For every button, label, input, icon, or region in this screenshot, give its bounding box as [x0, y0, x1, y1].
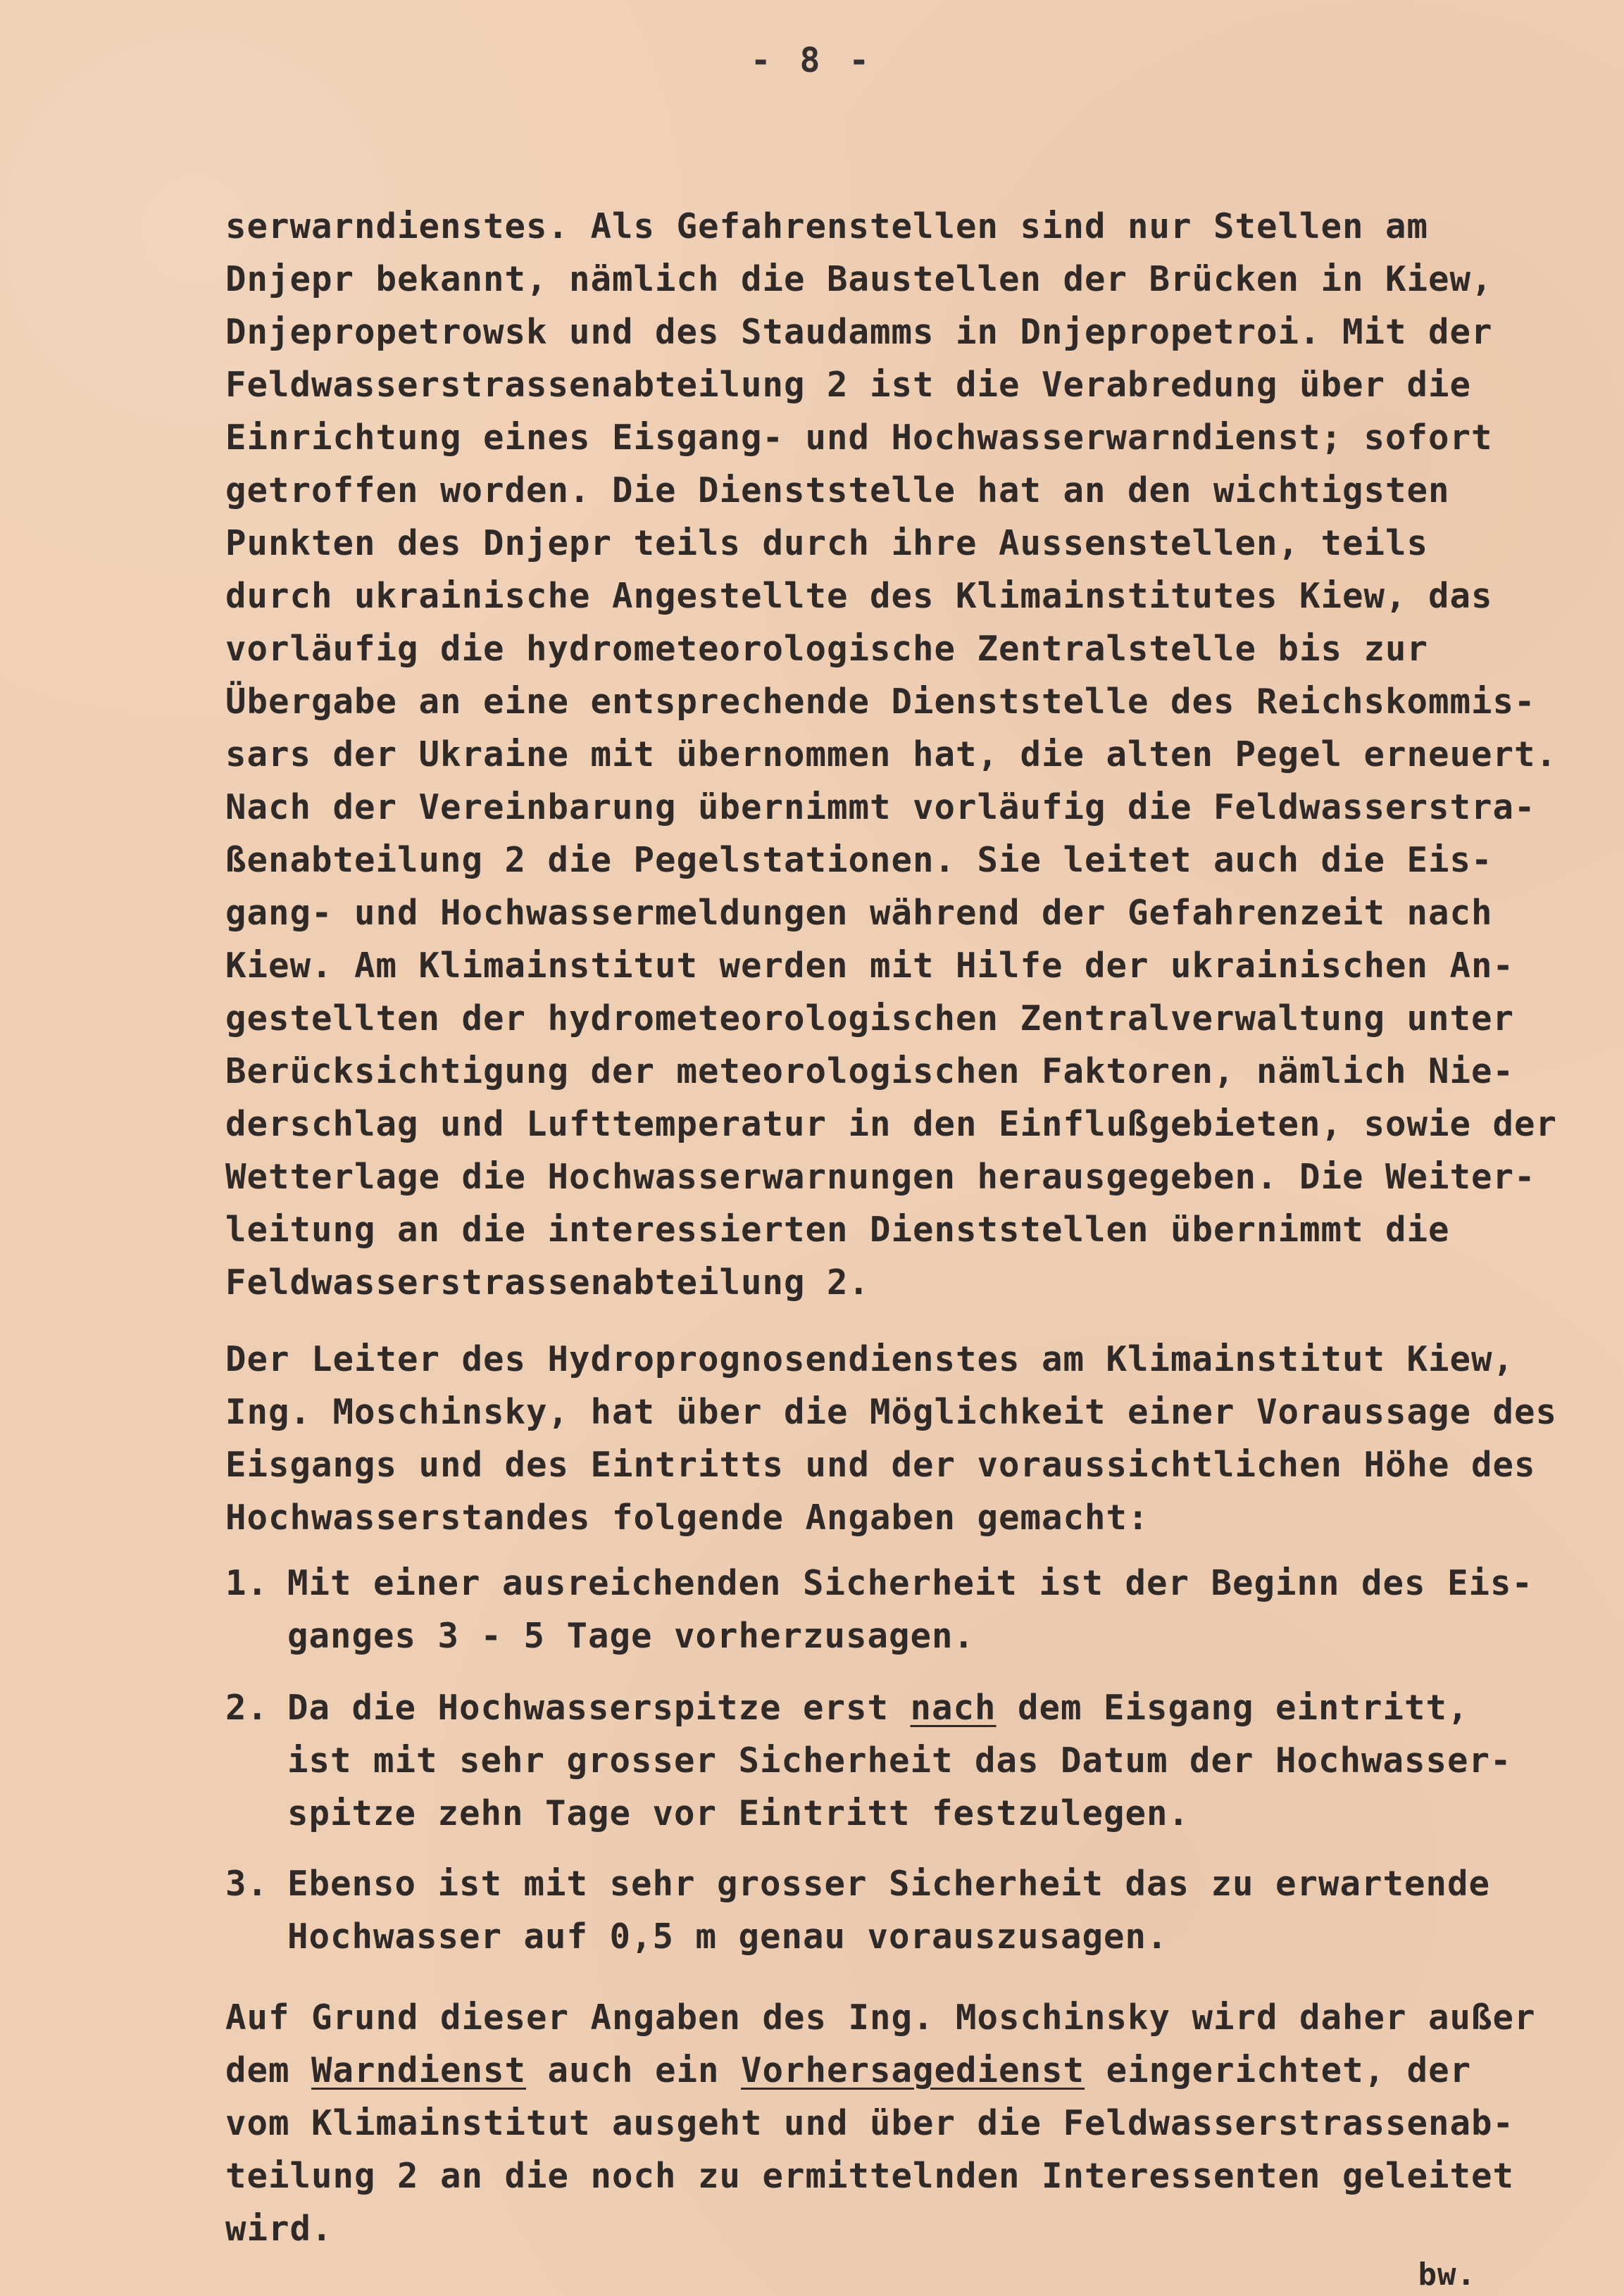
continuation-note: bw.: [1418, 2257, 1476, 2292]
list-item: [225, 1557, 1563, 1662]
paragraph-1-line: leitung an die interessierten Dienststellen übernimmt die: [225, 1210, 1450, 1250]
list-line: ganges 3 - 5 Tage vorherzusagen.: [287, 1616, 975, 1656]
list-line: spitze zehn Tage vor Eintritt festzulegen.: [287, 1793, 1190, 1833]
paragraph-1-line: Wetterlage die Hochwasserwarnungen herausgegeben. Die Weiter-: [225, 1157, 1536, 1197]
paragraph-1-line: serwarndienstes. Als Gefahrenstellen sind nur Stellen am: [225, 206, 1429, 246]
list-body: [287, 1557, 1563, 1662]
paragraph-2: [225, 1333, 1563, 1544]
paragraph-1-line: gang- und Hochwassermeldungen während der Gefahrenzeit nach: [225, 893, 1493, 933]
paragraph-2-line: Ing. Moschinsky, hat über die Möglichkeit einer Voraussage des: [225, 1392, 1558, 1432]
paragraph-1-line: vorläufig die hydrometeorologische Zentralstelle bis zur: [225, 629, 1429, 669]
list-line: [287, 1681, 1563, 1734]
paragraph-3-text: eingerichtet, der: [1085, 2050, 1472, 2090]
paragraph-1-line: Kiew. Am Klimainstitut werden mit Hilfe der ukrainischen An-: [225, 946, 1515, 986]
paragraph-3-line: vom Klimainstitut ausgeht und über die Feldwasserstrassenab-: [225, 2103, 1515, 2143]
underlined-term: Warndienst: [311, 2050, 527, 2090]
paragraph-2-line: Eisgangs und des Eintritts und der voraussichtlichen Höhe des: [225, 1445, 1536, 1485]
paragraph-3-line: teilung 2 an die noch zu ermittelnden Interessenten geleitet: [225, 2156, 1515, 2196]
paragraph-3-line: Auf Grund dieser Angaben des Ing. Moschinsky wird daher außer: [225, 1997, 1536, 2038]
underlined-term: Vorhersagedienst: [741, 2050, 1085, 2090]
paragraph-1-line: Feldwasserstrassenabteilung 2 ist die Verabredung über die: [225, 365, 1472, 405]
list-line: Hochwasser auf 0,5 m genau vorauszusagen.: [287, 1917, 1168, 1957]
paragraph-1-line: getroffen worden. Die Dienststelle hat an den wichtigsten: [225, 470, 1450, 510]
list-line: Ebenso ist mit sehr grosser Sicherheit das zu erwartende: [287, 1864, 1491, 1904]
paragraph-2-line: Hochwasserstandes folgende Angaben gemacht:: [225, 1498, 1149, 1538]
list-marker: 1.: [225, 1563, 269, 1603]
list-line: Mit einer ausreichenden Sicherheit ist der Beginn des Eis-: [287, 1563, 1534, 1603]
paragraph-3-line: wird.: [225, 2209, 333, 2249]
paragraph-1-line: Punkten des Dnjepr teils durch ihre Aussenstellen, teils: [225, 523, 1429, 563]
paragraph-1-line: durch ukrainische Angestellte des Klimainstitutes Kiew, das: [225, 576, 1493, 616]
list-marker: 2.: [225, 1688, 269, 1728]
paragraph-1-line: sars der Ukraine mit übernommen hat, die alten Pegel erneuert.: [225, 734, 1558, 774]
paragraph-1-line: Dnjepropetrowsk und des Staudamms in Dnjepropetroi. Mit der: [225, 312, 1493, 352]
paragraph-1-line: Berücksichtigung der meteorologischen Faktoren, nämlich Nie-: [225, 1051, 1515, 1091]
paragraph-3-line: [225, 2044, 1563, 2097]
list-marker: 3.: [225, 1864, 269, 1904]
paragraph-3-text: auch ein: [526, 2050, 742, 2090]
paragraph-3: [225, 1991, 1563, 2255]
paragraph-1-line: Übergabe an eine entsprechende Dienststelle des Reichskommis-: [225, 682, 1536, 722]
list-item: [225, 1857, 1563, 1963]
list-line: ist mit sehr grosser Sicherheit das Datum der Hochwasser-: [287, 1740, 1512, 1781]
paragraph-1: [225, 200, 1563, 1309]
paragraph-1-line: gestellten der hydrometeorologischen Zentralverwaltung unter: [225, 998, 1515, 1039]
paragraph-2-line: Der Leiter des Hydroprognosendienstes am Klimainstitut Kiew,: [225, 1339, 1515, 1379]
list-line-text: dem Eisgang eintritt,: [996, 1688, 1469, 1728]
paragraph-1-line: Einrichtung eines Eisgang- und Hochwasserwarndienst; sofort: [225, 418, 1493, 458]
paragraph-1-line: Nach der Vereinbarung übernimmt vorläufig die Feldwasserstra-: [225, 787, 1536, 827]
page-number: - 8 -: [750, 41, 874, 80]
list-body: [287, 1681, 1563, 1840]
list-line-text: Da die Hochwasserspitze erst: [287, 1688, 911, 1728]
paragraph-1-line: Dnjepr bekannt, nämlich die Baustellen der Brücken in Kiew,: [225, 259, 1493, 299]
paragraph-1-line: ßenabteilung 2 die Pegelstationen. Sie leitet auch die Eis-: [225, 840, 1493, 880]
list-body: [287, 1857, 1563, 1963]
paragraph-1-line: Feldwasserstrassenabteilung 2.: [225, 1262, 870, 1303]
list-item: [225, 1681, 1563, 1840]
underlined-word: nach: [910, 1688, 997, 1728]
paragraph-3-text: dem: [225, 2050, 312, 2090]
paragraph-1-line: derschlag und Lufttemperatur in den Einflußgebieten, sowie der: [225, 1104, 1558, 1144]
